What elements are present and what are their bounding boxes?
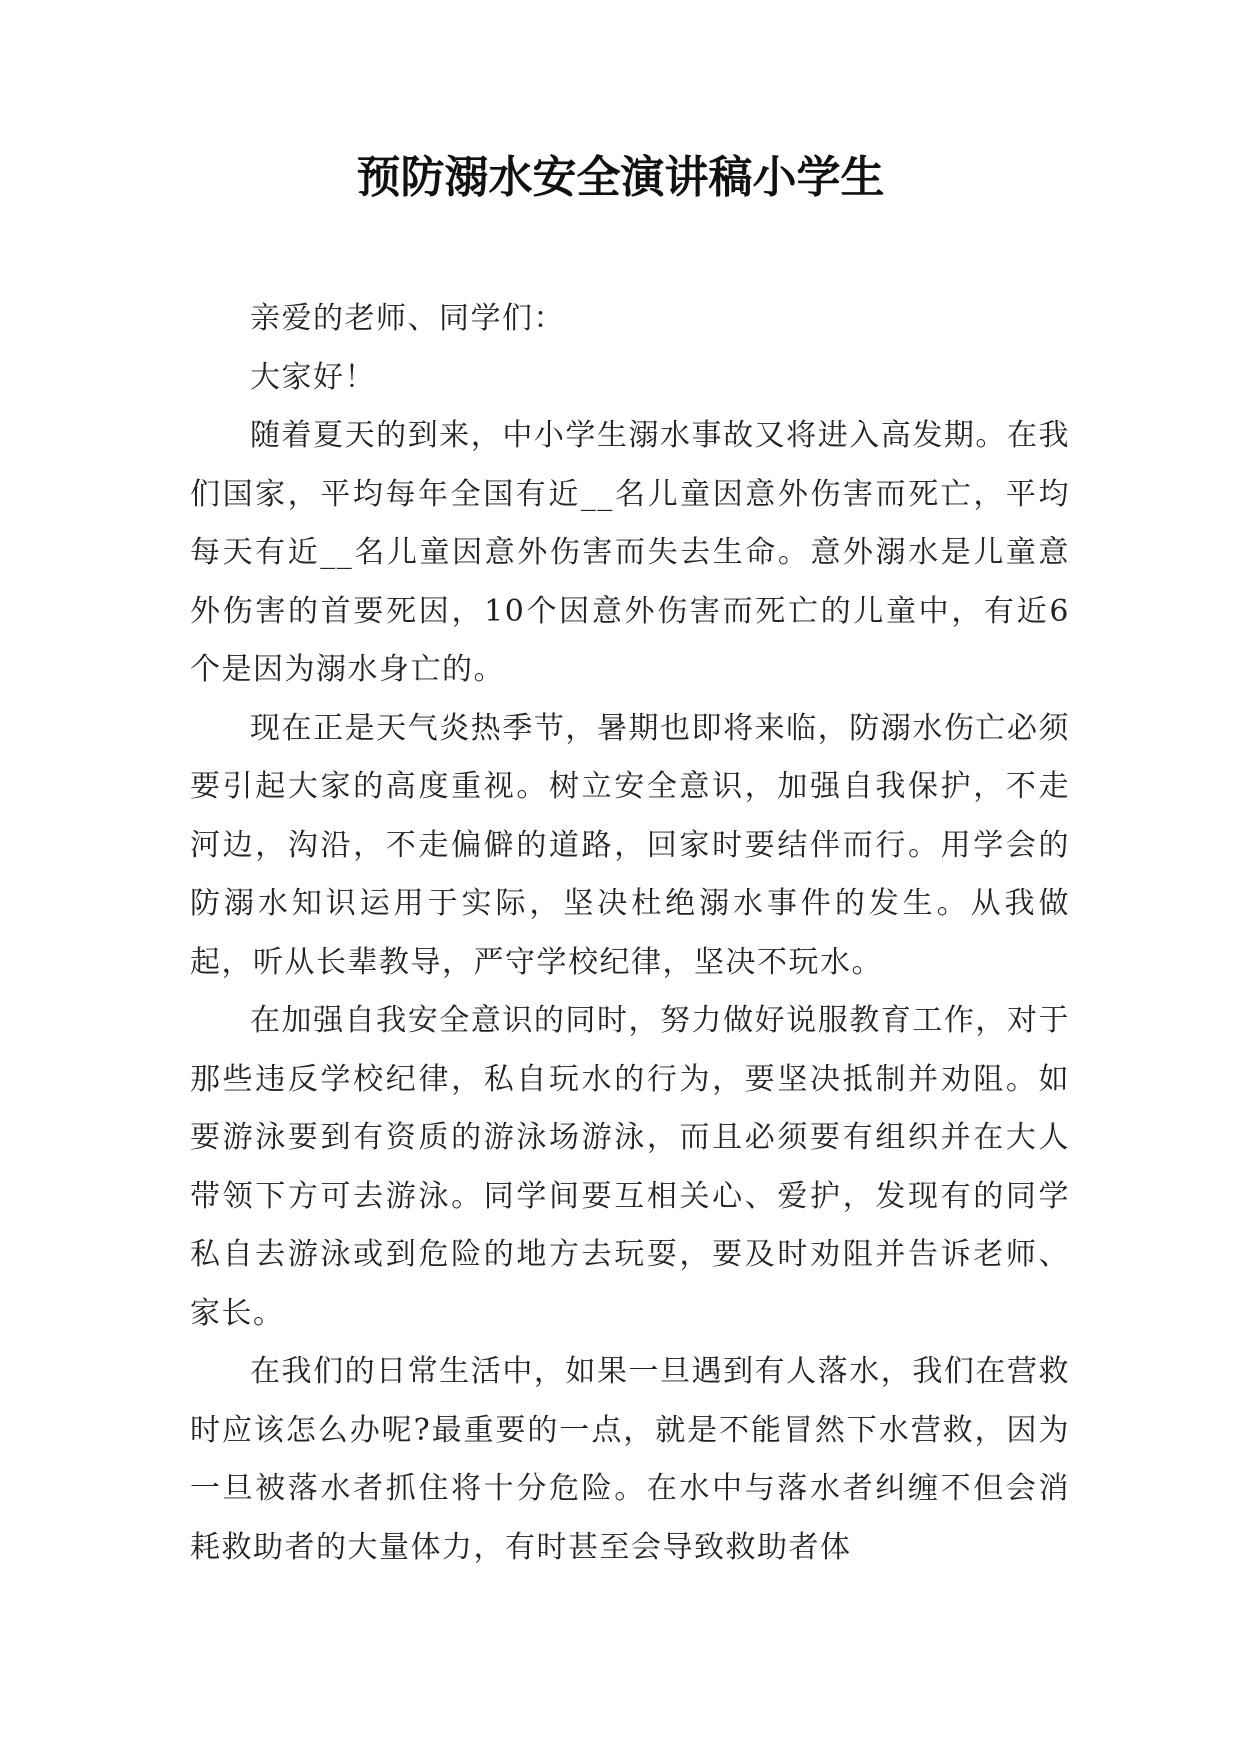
document-body (190, 290, 1070, 1577)
document-title: 预防溺水安全演讲稿小学生 (356, 152, 885, 203)
paragraph-safety-awareness: 现在正是天气炎热季节，暑期也即将来临，防溺水伤亡必须要引起大家的高度重视。树立安全意识，加强自我保护，不走河边，沟沿，不走偏僻的道路，回家时要结伴而行。用学会的防溺水知识运用于实际，坚决杜绝溺水事件的发生。从我做起，听从长辈教导，严守学校纪律，坚决不玩水。 (190, 710, 1070, 980)
paragraph-greeting: 大家好！ (250, 359, 376, 395)
paragraph-rescue-advice: 在我们的日常生活中，如果一旦遇到有人落水，我们在营救时应该怎么办呢?最重要的一点，就是不能冒然下水营救，因为一旦被落水者抓住将十分危险。在水中与落水者纠缠不但会消耗救助者的大量体力，有时甚至会导致救助者体 (190, 1354, 1070, 1565)
paragraph-persuasion-education: 在加强自我安全意识的同时，努力做好说服教育工作，对于那些违反学校纪律，私自玩水的行为，要坚决抵制并劝阻。如要游泳要到有资质的游泳场游泳，而且必须要有组织并在大人带领下方可去游泳。同学间要互相关心、爱护，发现有的同学私自去游泳或到危险的地方去玩耍，要及时劝阻并告诉老师、家长。 (190, 1003, 1070, 1331)
paragraph-drowning-statistics: 随着夏天的到来，中小学生溺水事故又将进入高发期。在我们国家，平均每年全国有近__名儿童因意外伤害而死亡，平均每天有近__名儿童因意外伤害而失去生命。意外溺水是儿童意外伤害的首要死因，10个因意外伤害而死亡的儿童中，有近6个是因为溺水身亡的。 (190, 418, 1070, 687)
paragraph-salutation: 亲爱的老师、同学们： (250, 301, 565, 336)
